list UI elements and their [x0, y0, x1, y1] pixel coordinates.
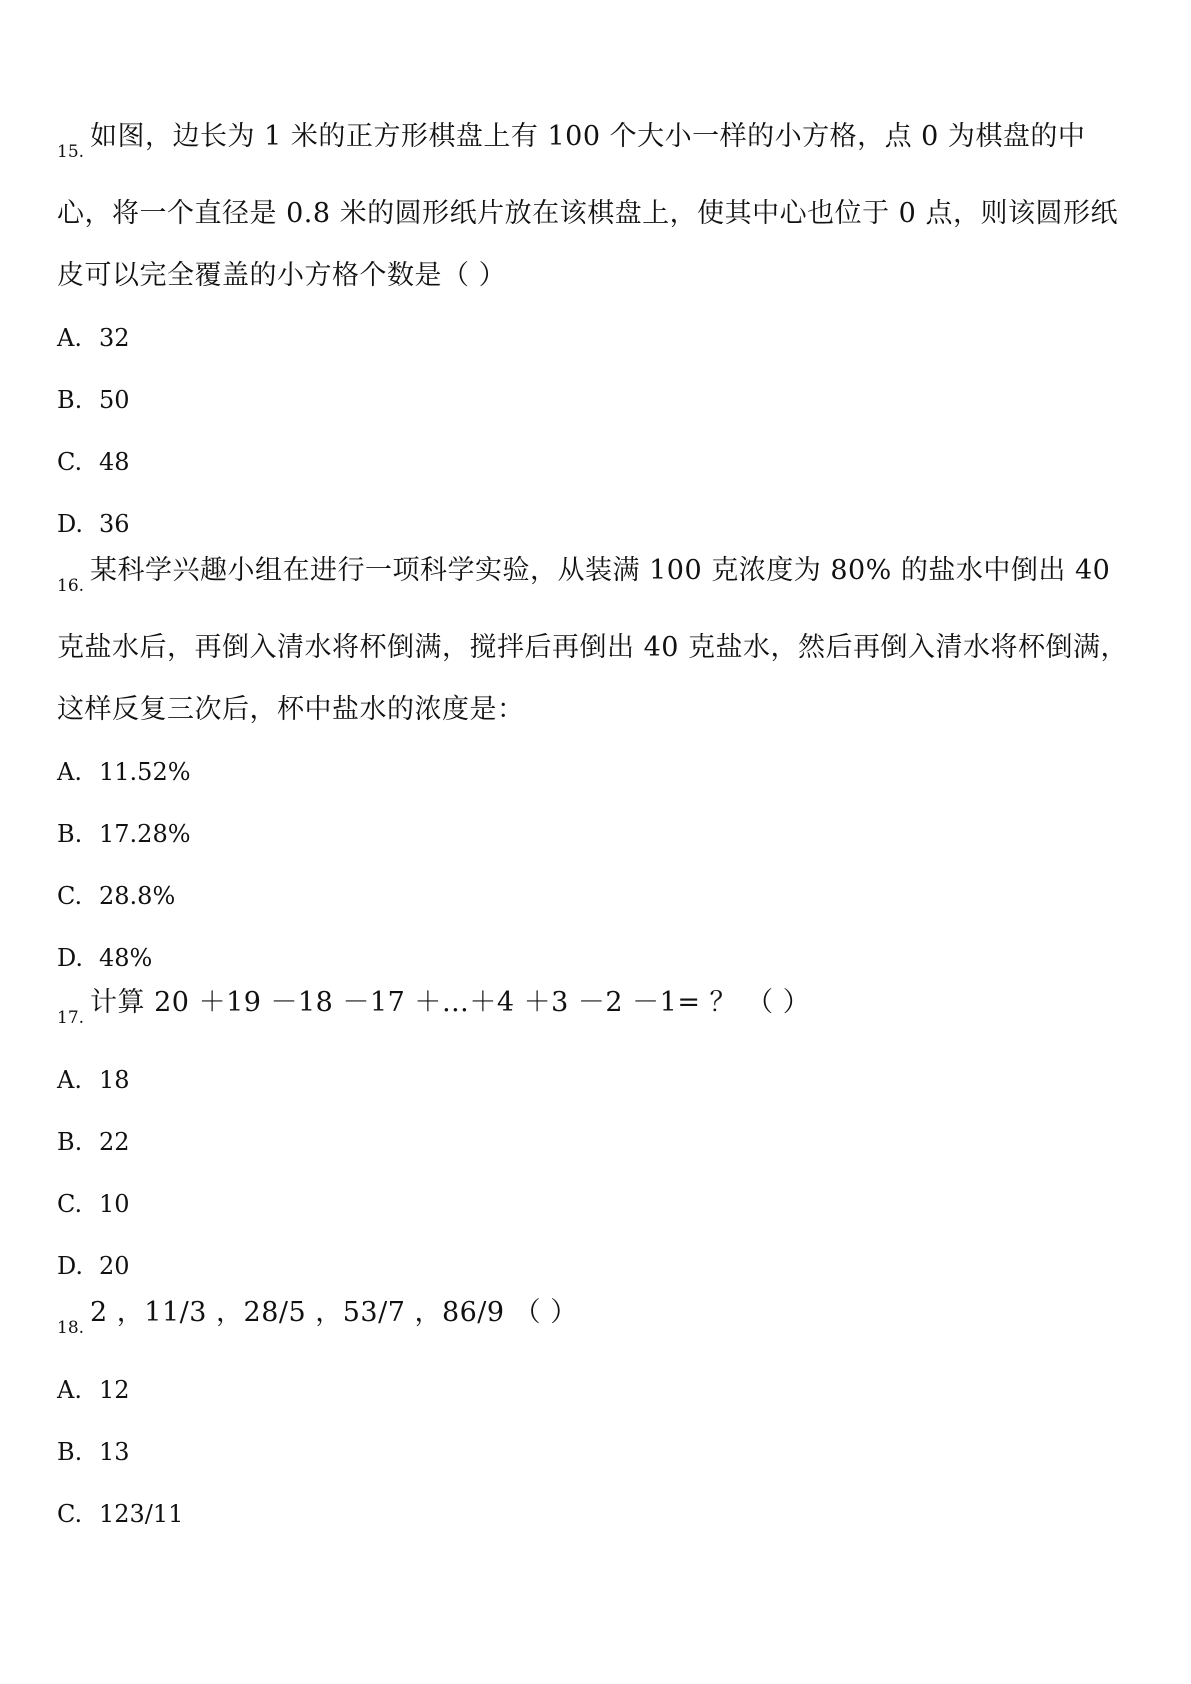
option-text: 10	[99, 1190, 130, 1218]
option-c[interactable]	[57, 1483, 1137, 1545]
question-text: 2 ，11/3 ，28/5 ，53/7 ，86/9 （ ）	[90, 1297, 578, 1328]
option-c[interactable]	[57, 1173, 1137, 1235]
option-b[interactable]	[57, 369, 1137, 431]
question-16	[57, 540, 1137, 989]
option-list	[57, 307, 1137, 555]
option-letter: B.	[57, 820, 83, 848]
question-15	[57, 106, 1137, 555]
option-letter: C.	[57, 448, 83, 476]
option-text: 18	[99, 1066, 130, 1094]
option-text: 13	[99, 1438, 130, 1466]
option-text: 20	[99, 1252, 130, 1280]
question-stem	[57, 1282, 1137, 1359]
option-text: 36	[99, 510, 130, 538]
option-a[interactable]	[57, 741, 1137, 803]
option-text: 123/11	[99, 1500, 184, 1528]
option-b[interactable]	[57, 1111, 1137, 1173]
question-number: 18.	[57, 1318, 85, 1338]
question-number: 17.	[57, 1008, 85, 1028]
question-text: 某科学兴趣小组在进行一项科学实验，从装满 100 克浓度为 80% 的盐水中倒出 40 克盐水后，再倒入清水将杯倒满，搅拌后再倒出 40 克盐水，然后再倒入清水将杯倒满，这样反复三次后，杯中盐水的浓度是：	[57, 555, 1129, 725]
option-list	[57, 1359, 1137, 1545]
option-c[interactable]	[57, 865, 1137, 927]
option-text: 12	[99, 1376, 130, 1404]
option-text: 11.52%	[99, 758, 191, 786]
option-b[interactable]	[57, 1421, 1137, 1483]
option-c[interactable]	[57, 431, 1137, 493]
option-text: 48	[99, 448, 130, 476]
option-text: 28.8%	[99, 882, 176, 910]
option-a[interactable]	[57, 1359, 1137, 1421]
option-list	[57, 741, 1137, 989]
option-letter: B.	[57, 386, 83, 414]
option-letter: D.	[57, 944, 84, 972]
question-text: 计算 20 ＋19 －18 －17 ＋…＋4 ＋3 －2 －1= ？ （ ）	[90, 987, 811, 1018]
option-letter: D.	[57, 510, 84, 538]
question-text: 如图，边长为 1 米的正方形棋盘上有 100 个大小一样的小方格，点 0 为棋盘的中心，将一个直径是 0.8 米的圆形纸片放在该棋盘上，使其中心也位于 0 点，则该圆形纸皮可以完全覆盖的小方格个数是（ ）	[57, 121, 1118, 291]
option-a[interactable]	[57, 1049, 1137, 1111]
question-stem	[57, 972, 1137, 1049]
option-letter: A.	[57, 324, 82, 352]
option-letter: B.	[57, 1438, 83, 1466]
option-text: 32	[99, 324, 130, 352]
option-text: 22	[99, 1128, 130, 1156]
option-b[interactable]	[57, 803, 1137, 865]
option-a[interactable]	[57, 307, 1137, 369]
option-letter: D.	[57, 1252, 84, 1280]
option-text: 48%	[99, 944, 153, 972]
question-number: 15.	[57, 142, 85, 162]
option-text: 17.28%	[99, 820, 191, 848]
option-letter: A.	[57, 758, 82, 786]
option-letter: C.	[57, 1190, 83, 1218]
question-17	[57, 972, 1137, 1297]
option-letter: A.	[57, 1066, 82, 1094]
question-number: 16.	[57, 576, 85, 596]
option-letter: A.	[57, 1376, 82, 1404]
question-stem	[57, 540, 1137, 741]
question-18	[57, 1282, 1137, 1545]
option-list	[57, 1049, 1137, 1297]
option-letter: C.	[57, 882, 83, 910]
option-letter: B.	[57, 1128, 83, 1156]
option-letter: C.	[57, 1500, 83, 1528]
option-text: 50	[99, 386, 130, 414]
question-stem	[57, 106, 1137, 307]
